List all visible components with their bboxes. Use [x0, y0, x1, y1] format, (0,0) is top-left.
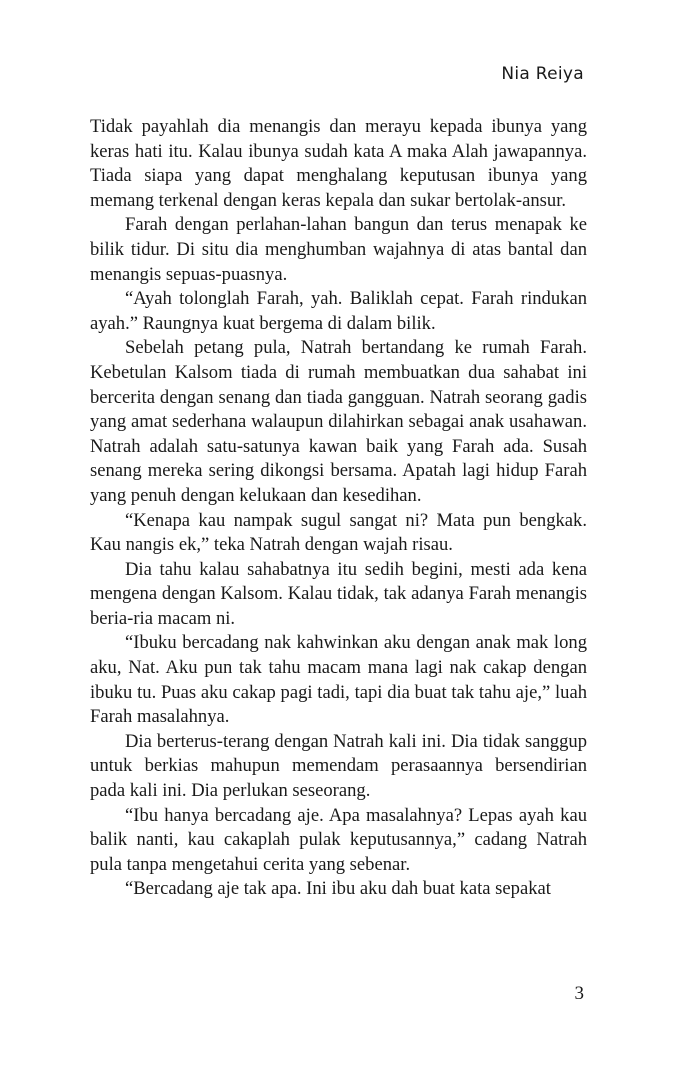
paragraph: Dia berterus-terang dengan Natrah kali ini. Dia tidak sanggup untuk berkias mahupun memendam perasaannya bersendirian pada kali ini. Dia perlukan seseorang.	[90, 730, 587, 802]
paragraph: Dia tahu kalau sahabatnya itu sedih begini, mesti ada kena mengena dengan Kalsom. Kalau tidak, tak adanya Farah menangis beria-ria macam ni.	[90, 558, 587, 629]
paragraph: “Bercadang aje tak apa. Ini ibu aku dah buat kata sepakat	[125, 878, 551, 900]
paragraph: “Ayah tolonglah Farah, yah. Baliklah cepat. Farah rindukan ayah.” Raungnya kuat bergema di dalam bilik.	[90, 288, 587, 334]
paragraph: “Ibu hanya bercadang aje. Apa masalahnya? Lepas ayah kau balik nanti, kau cakaplah pulak keputusannya,” cadang Natrah pula tanpa mengetahui cerita yang sebenar.	[90, 804, 587, 875]
paragraph: “Kenapa kau nampak sugul sangat ni? Mata pun bengkak. Kau nangis ek,” teka Natrah dengan wajah risau.	[90, 509, 587, 556]
running-head-title: Nia Reiya	[501, 64, 584, 84]
paragraph: Sebelah petang pula, Natrah bertandang ke rumah Farah. Kebetulan Kalsom tiada di rumah membuatkan dua sahabat ini bercerita dengan senang dan tiada gangguan. Natrah seorang gadis yang amat sederhana walaupun dilahirkan sebagai anak usahawan. Natrah adalah satu-satunya kawan baik yang Farah ada. Susah senang mereka sering dikongsi bersama. Apatah lagi hidup Farah yang penuh dengan kelukaan dan kesedihan.	[90, 337, 587, 506]
body-text	[90, 115, 587, 902]
paragraph: Farah dengan perlahan-lahan bangun dan terus menapak ke bilik tidur. Di situ dia menghumban wajahnya di atas bantal dan menangis sepuas-puasnya.	[90, 214, 587, 285]
paragraph: Tidak payahlah dia menangis dan merayu kepada ibunya yang keras hati itu. Kalau ibunya sudah kata A maka Alah jawapannya. Tiada siapa yang dapat menghalang keputusan ibunya yang memang terkenal dengan keras kepala dan sukar bertolak-ansur.	[90, 116, 587, 211]
paragraph: “Ibuku bercadang nak kahwinkan aku dengan anak mak long aku, Nat. Aku pun tak tahu macam mana lagi nak cakap dengan ibuku tu. Puas aku cakap pagi tadi, tapi dia buat tak tahu aje,” luah Farah masalahnya.	[90, 632, 587, 728]
page-number: 3	[574, 983, 584, 1004]
